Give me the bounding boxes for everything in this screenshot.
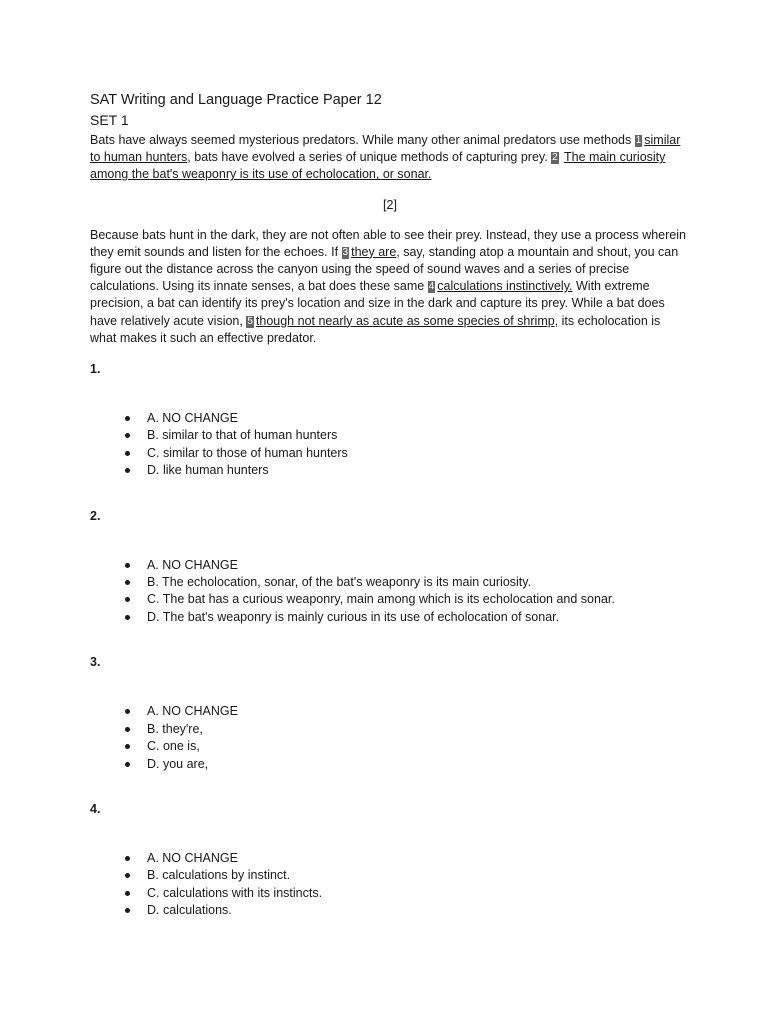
answer-option[interactable]: C. one is, — [123, 738, 690, 755]
answer-option[interactable]: B. calculations by instinct. — [123, 867, 690, 884]
question-number-marker-2: 2 — [552, 152, 558, 164]
answer-options — [123, 703, 690, 773]
question-number: 1. — [90, 362, 101, 377]
question-number-marker-1: 1 — [635, 135, 642, 146]
passage-paragraph-2 — [90, 227, 690, 347]
answer-option[interactable]: D. you are, — [123, 756, 690, 773]
answer-option[interactable]: A. NO CHANGE — [123, 703, 690, 720]
answer-options — [123, 850, 690, 920]
answer-option[interactable]: B. they're, — [123, 721, 690, 738]
underlined-portion-4: calculations instinctively. — [437, 279, 573, 294]
passage-text: , say, standing atop a mountain and shout, you can figure out the distance across the canyon using the speed of sound waves and a series of precise calculations. Using its innate senses, a bat does these same — [90, 244, 679, 294]
passage-text: , bats have evolved a series of unique methods of capturing prey. — [187, 150, 552, 165]
underlined-portion-2: The main curiosity among the bat's weaponry is its use of echolocation, or sonar. — [90, 150, 666, 182]
passage-text: its echolocation is what makes it such an effective predator. — [90, 313, 661, 345]
question-number: 2. — [90, 508, 101, 523]
answer-option[interactable]: A. NO CHANGE — [123, 557, 690, 574]
answer-option[interactable]: C. The bat has a curious weaponry, main among which is its echolocation and sonar. — [123, 591, 690, 608]
answer-option[interactable]: D. calculations. — [123, 902, 690, 919]
answer-options — [123, 410, 690, 480]
passage-text: Because bats hunt in the dark, they are not often able to see their prey. Instead, they use a process wherein they emit sounds and listen for the echoes. If — [90, 227, 686, 259]
question-number-marker-4: 4 — [428, 281, 435, 293]
question-number: 4. — [90, 801, 101, 816]
underlined-portion-1: similar to human hunters — [90, 133, 681, 165]
answer-option[interactable]: C. calculations with its instincts. — [123, 885, 690, 902]
question-number-marker-3: 3 — [342, 246, 349, 258]
question-number: 3. — [90, 655, 101, 670]
passage-text: With extreme precision, a bat can identify its prey's location and size in the dark and capture its prey. While a bat does have relatively acute vision, — [90, 279, 665, 328]
question-number-marker-5: 5 — [247, 315, 253, 327]
document-page — [90, 90, 690, 920]
set-heading: SET 1 — [90, 112, 129, 128]
underlined-portion-3: they are — [351, 244, 397, 259]
answer-option[interactable]: D. like human hunters — [123, 462, 690, 479]
answer-option[interactable]: A. NO CHANGE — [123, 850, 690, 867]
passage-paragraph-1 — [90, 132, 690, 184]
answer-option[interactable]: C. similar to those of human hunters — [123, 445, 690, 462]
answer-options — [123, 557, 690, 627]
answer-option[interactable]: D. The bat's weaponry is mainly curious in its use of echolocation of sonar. — [123, 609, 690, 626]
passage-text: Bats have always seemed mysterious predators. While many other animal predators use methods — [90, 133, 635, 147]
document-title: SAT Writing and Language Practice Paper 12 — [90, 92, 382, 108]
underlined-portion-5: though not nearly as acute as some species of shrimp, — [255, 313, 559, 328]
answer-option[interactable]: B. The echolocation, sonar, of the bat's weaponry is its main curiosity. — [123, 574, 690, 591]
answer-option[interactable]: B. similar to that of human hunters — [123, 427, 690, 444]
paragraph-marker: [2] — [383, 197, 397, 212]
answer-option[interactable]: A. NO CHANGE — [123, 410, 690, 427]
